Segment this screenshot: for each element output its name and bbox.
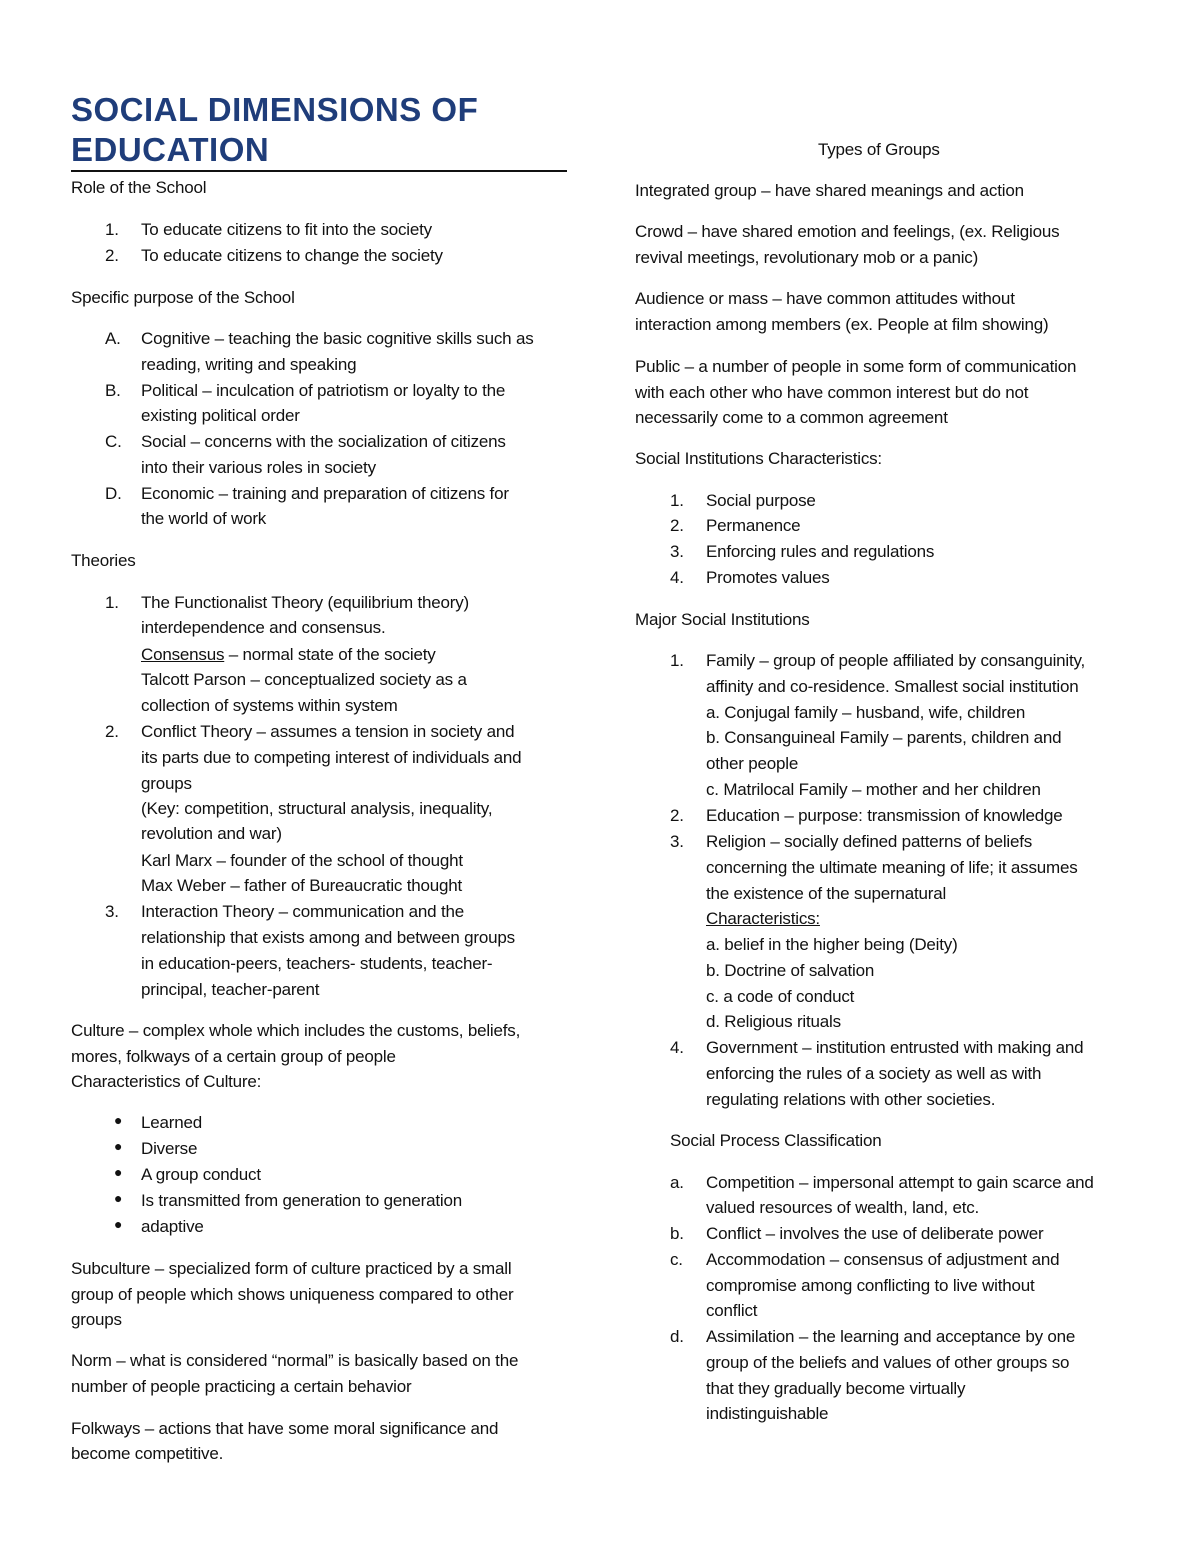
inst-char-num-3: 3. xyxy=(670,542,684,561)
family-line-3: a. Conjugal family – husband, wife, children xyxy=(706,703,1026,722)
purpose-a-line-1: Cognitive – teaching the basic cognitive skills such as xyxy=(141,329,534,348)
theory-1-line-2: interdependence and consensus. xyxy=(141,618,386,637)
document-title xyxy=(71,90,567,172)
process-b-label: b. xyxy=(670,1224,684,1243)
religion-char-a: a. belief in the higher being (Deity) xyxy=(706,935,958,954)
culture-item-3: A group conduct xyxy=(141,1165,261,1184)
government-line-3: regulating relations with other societies. xyxy=(706,1090,996,1109)
norm-line-1: Norm – what is considered “normal” is basically based on the xyxy=(71,1351,519,1370)
audience-line-2: interaction among members (ex. People at film showing) xyxy=(635,315,1049,334)
purpose-num-c: C. xyxy=(105,432,122,451)
process-a-line-1: Competition – impersonal attempt to gain scarce and xyxy=(706,1173,1094,1192)
purpose-b-line-1: Political – inculcation of patriotism or loyalty to the xyxy=(141,381,506,400)
bullet-icon: ● xyxy=(114,1190,123,1206)
title-line-1: SOCIAL DIMENSIONS OF xyxy=(71,91,479,128)
religion-line-1: Religion – socially defined patterns of beliefs xyxy=(706,832,1033,851)
theory-3-num: 3. xyxy=(105,902,119,921)
crowd-line-1: Crowd – have shared emotion and feelings, (ex. Religious xyxy=(635,222,1060,241)
audience-line-1: Audience or mass – have common attitudes without xyxy=(635,289,1015,308)
integrated-group: Integrated group – have shared meanings and action xyxy=(635,181,1024,200)
religion-char-b: b. Doctrine of salvation xyxy=(706,961,875,980)
culture-line-1: Culture – complex whole which includes the customs, beliefs, xyxy=(71,1021,521,1040)
role-item-1: To educate citizens to fit into the society xyxy=(141,220,432,239)
bullet-icon: ● xyxy=(114,1112,123,1128)
process-a-line-2: valued resources of wealth, land, etc. xyxy=(706,1198,980,1217)
role-heading: Role of the School xyxy=(71,178,207,197)
consensus-term: Consensus xyxy=(141,645,225,664)
religion-line-3: the existence of the supernatural xyxy=(706,884,947,903)
process-d-line-3: that they gradually become virtually xyxy=(706,1379,966,1398)
family-line-5: other people xyxy=(706,754,799,773)
theory-2-line-3: groups xyxy=(141,774,192,793)
education-num: 2. xyxy=(670,806,684,825)
family-num: 1. xyxy=(670,651,684,670)
theory-2-line-5: revolution and war) xyxy=(141,824,282,843)
theory-3-line-4: principal, teacher-parent xyxy=(141,980,320,999)
types-of-groups-heading: Types of Groups xyxy=(818,140,940,159)
inst-char-item-4: Promotes values xyxy=(706,568,830,587)
inst-char-item-2: Permanence xyxy=(706,516,801,535)
theory-2-num: 2. xyxy=(105,722,119,741)
purpose-d-line-2: the world of work xyxy=(141,509,267,528)
subculture-line-2: group of people which shows uniqueness compared to other xyxy=(71,1285,514,1304)
religion-characteristics-label: Characteristics: xyxy=(706,909,820,928)
public-line-3: necessarily come to a common agreement xyxy=(635,408,948,427)
theory-3-line-1: Interaction Theory – communication and the xyxy=(141,902,464,921)
theory-2-line-2: its parts due to competing interest of individuals and xyxy=(141,748,522,767)
theory-1-line-3 xyxy=(141,642,436,668)
folkways-line-1: Folkways – actions that have some moral significance and xyxy=(71,1419,499,1438)
family-line-6: c. Matrilocal Family – mother and her children xyxy=(706,780,1041,799)
purpose-heading: Specific purpose of the School xyxy=(71,288,295,307)
process-c-line-1: Accommodation – consensus of adjustment and xyxy=(706,1250,1060,1269)
process-b-line-1: Conflict – involves the use of deliberate power xyxy=(706,1224,1044,1243)
culture-item-2: Diverse xyxy=(141,1139,198,1158)
theory-2-line-7: Max Weber – father of Bureaucratic thought xyxy=(141,876,463,895)
theories-heading: Theories xyxy=(71,551,136,570)
public-line-2: with each other who have common interest but do not xyxy=(635,383,1029,402)
process-d-line-4: indistinguishable xyxy=(706,1404,829,1423)
public-line-1: Public – a number of people in some form of communication xyxy=(635,357,1077,376)
theory-1-line-5: collection of systems within system xyxy=(141,696,398,715)
religion-num: 3. xyxy=(670,832,684,851)
government-num: 4. xyxy=(670,1038,684,1057)
culture-item-5: adaptive xyxy=(141,1217,204,1236)
subculture-line-3: groups xyxy=(71,1310,122,1329)
purpose-num-b: B. xyxy=(105,381,121,400)
process-c-label: c. xyxy=(670,1250,683,1269)
theory-3-line-2: relationship that exists among and between groups xyxy=(141,928,515,947)
family-line-4: b. Consanguineal Family – parents, children and xyxy=(706,728,1062,747)
inst-char-item-1: Social purpose xyxy=(706,491,816,510)
purpose-a-line-2: reading, writing and speaking xyxy=(141,355,357,374)
theory-1-line-1: The Functionalist Theory (equilibrium theory) xyxy=(141,593,469,612)
religion-char-c: c. a code of conduct xyxy=(706,987,855,1006)
family-line-2: affinity and co-residence. Smallest social institution xyxy=(706,677,1079,696)
theory-2-line-6: Karl Marx – founder of the school of thought xyxy=(141,851,463,870)
purpose-c-line-2: into their various roles in society xyxy=(141,458,376,477)
inst-char-num-4: 4. xyxy=(670,568,684,587)
bullet-icon: ● xyxy=(114,1216,123,1232)
theory-1-num: 1. xyxy=(105,593,119,612)
role-num-1: 1. xyxy=(105,220,119,239)
culture-characteristics-label: Characteristics of Culture: xyxy=(71,1072,262,1091)
culture-item-1: Learned xyxy=(141,1113,202,1132)
process-d-line-2: group of the beliefs and values of other groups so xyxy=(706,1353,1070,1372)
family-line-1: Family – group of people affiliated by consanguinity, xyxy=(706,651,1086,670)
consensus-definition: – normal state of the society xyxy=(224,645,436,664)
folkways-line-2: become competitive. xyxy=(71,1444,224,1463)
purpose-num-a: A. xyxy=(105,329,121,348)
education-line: Education – purpose: transmission of knowledge xyxy=(706,806,1063,825)
process-d-line-1: Assimilation – the learning and acceptance by one xyxy=(706,1327,1076,1346)
theory-1-line-4: Talcott Parson – conceptualized society as a xyxy=(141,670,467,689)
crowd-line-2: revival meetings, revolutionary mob or a panic) xyxy=(635,248,979,267)
government-line-1: Government – institution entrusted with making and xyxy=(706,1038,1084,1057)
theory-2-line-1: Conflict Theory – assumes a tension in society and xyxy=(141,722,515,741)
social-process-heading: Social Process Classification xyxy=(670,1131,882,1150)
inst-char-item-3: Enforcing rules and regulations xyxy=(706,542,935,561)
culture-line-2: mores, folkways of a certain group of people xyxy=(71,1047,396,1066)
process-c-line-2: compromise among conflicting to live without xyxy=(706,1276,1035,1295)
bullet-icon: ● xyxy=(114,1138,123,1154)
title-line-2: EDUCATION xyxy=(71,131,270,168)
role-num-2: 2. xyxy=(105,246,119,265)
religion-char-d: d. Religious rituals xyxy=(706,1012,841,1031)
purpose-c-line-1: Social – concerns with the socialization of citizens xyxy=(141,432,506,451)
purpose-b-line-2: existing political order xyxy=(141,406,300,425)
purpose-d-line-1: Economic – training and preparation of citizens for xyxy=(141,484,509,503)
theory-3-line-3: in education-peers, teachers- students, teacher- xyxy=(141,954,493,973)
inst-char-num-1: 1. xyxy=(670,491,684,510)
theory-2-line-4: (Key: competition, structural analysis, inequality, xyxy=(141,799,493,818)
culture-item-4: Is transmitted from generation to generation xyxy=(141,1191,462,1210)
institution-characteristics-heading: Social Institutions Characteristics: xyxy=(635,449,882,468)
bullet-icon: ● xyxy=(114,1164,123,1180)
government-line-2: enforcing the rules of a society as well as with xyxy=(706,1064,1042,1083)
inst-char-num-2: 2. xyxy=(670,516,684,535)
process-c-line-3: conflict xyxy=(706,1301,758,1320)
purpose-num-d: D. xyxy=(105,484,122,503)
process-a-label: a. xyxy=(670,1173,684,1192)
role-item-2: To educate citizens to change the society xyxy=(141,246,443,265)
subculture-line-1: Subculture – specialized form of culture practiced by a small xyxy=(71,1259,512,1278)
religion-line-2: concerning the ultimate meaning of life; it assumes xyxy=(706,858,1078,877)
process-d-label: d. xyxy=(670,1327,684,1346)
major-institutions-heading: Major Social Institutions xyxy=(635,610,810,629)
norm-line-2: number of people practicing a certain behavior xyxy=(71,1377,412,1396)
